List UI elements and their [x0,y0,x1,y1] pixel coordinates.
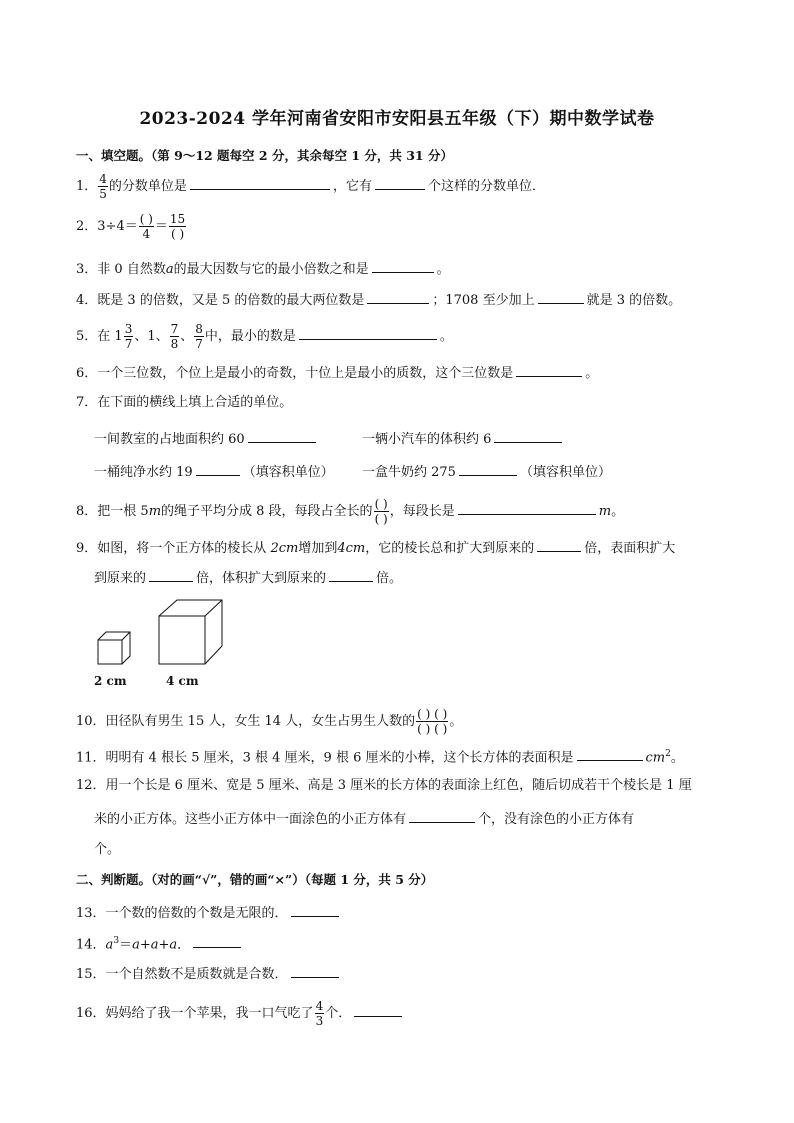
question-13 [76,902,342,923]
q14-number: 14． [76,937,106,953]
q9-blank-2[interactable] [149,567,193,582]
q4-text-a: 既是 3 的倍数，又是 5 的倍数的最大两位数是 [97,293,365,308]
q12-text-a: 用一个长是 6 厘米、宽是 5 厘米、高是 3 厘米的长方体的表面涂上红色，随后切成若干个棱长是 1 厘 [105,778,692,793]
q14-base: a [105,937,114,953]
q8-unit-m-2: m [598,504,612,519]
q1-denominator: 5 [99,187,107,201]
q11-blank[interactable] [577,746,643,761]
q12-blank-1[interactable] [409,808,475,823]
q8-text-a: 把一根 5 [97,504,149,519]
q9-text-e: 到原来的 [94,571,147,586]
q5-f3-denominator: 7 [195,337,203,351]
question-9 [76,537,675,558]
q5-text-c: 。 [439,329,453,344]
q9-text-c: ，它的棱长总和扩大到原来的 [365,541,535,556]
q9-text-d: 倍，表面积扩大 [584,541,676,556]
q14-period: ． [177,937,191,953]
question-12-line-3 [94,839,120,859]
q11-text-a: 明明有 4 根长 5 厘米，3 根 4 厘米，9 根 6 厘米的小棒，这个长方体的表面积是 [105,750,574,766]
q2-fraction-2[interactable] [169,212,186,241]
q16-number: 16． [76,1006,106,1021]
q4-blank-2[interactable] [538,289,584,304]
q9-value-1: 2cm [270,541,299,556]
q1-numerator: 4 [99,172,107,186]
q2-f2-numerator: 15 [169,212,186,226]
q7-blank-2[interactable] [494,428,562,443]
q15-number: 15． [76,967,106,982]
q10-denominator[interactable]: ( ) ( ) [417,722,448,736]
q7-blank-3[interactable] [196,461,240,476]
q14-exponent: 3 [113,936,120,946]
large-cube-label: 4 cm [166,674,199,688]
q16-text-a: 妈妈给了我一个苹果，我一口气吃了 [105,1006,314,1021]
question-4 [76,289,681,310]
q5-text-a: 在 1 [97,329,123,344]
q2-f1-numerator[interactable]: ( ) [139,212,153,226]
small-cube-label: 2 cm [94,674,127,688]
question-1 [76,172,545,201]
q11-unit: cm [645,750,666,766]
q5-fraction-2 [170,322,180,351]
q3-number: 3． [76,262,98,277]
q6-blank[interactable] [516,362,582,377]
q9-text-b: 增加到 [298,541,338,556]
q7-row-2-left [94,461,334,482]
q10-numerator[interactable]: ( ) ( ) [417,707,448,721]
question-3 [76,258,450,279]
q14-expression: a+a+a [132,937,178,953]
q2-text-a: 3÷4＝ [97,219,138,234]
question-11 [76,745,684,767]
q7-row-1-right [362,428,565,449]
q9-blank-1[interactable] [537,537,581,552]
q4-number: 4． [76,293,98,308]
q8-fraction[interactable] [374,497,389,526]
q16-fraction [315,999,325,1028]
q6-text-a: 一个三位数，个位上是最小的奇数，十位上是最小的质数，这个三位数是 [97,366,514,381]
large-cube [159,600,222,664]
q7-row-1-left [94,428,319,449]
q15-blank[interactable] [291,963,339,978]
page-title: 2023-2024 学年河南省安阳市安阳县五年级（下）期中数学试卷 [139,109,655,129]
q11-number: 11． [76,750,106,766]
q4-text-c: 就是 3 的倍数。 [586,293,682,308]
q1-text-a: 的分数单位是 [108,179,187,194]
q5-f2-numerator: 7 [170,322,179,336]
question-14 [76,932,244,954]
q5-fraction-3 [194,322,204,351]
q13-number: 13． [76,906,106,921]
section-1-head: 一、填空题。 [76,148,152,163]
q8-text-b: 的绳子平均分成 8 段，每段占全长的 [161,504,373,519]
q1-text-b: ，它有 [332,179,372,194]
q16-numerator: 4 [315,999,324,1013]
question-16 [76,999,405,1028]
q14-equals: ＝ [119,937,133,953]
q6-number: 6． [76,366,98,381]
q14-blank[interactable] [193,933,241,948]
q9-blank-3[interactable] [329,567,373,582]
question-6 [76,362,598,383]
q7-number: 7． [76,395,98,410]
q1-blank-1[interactable] [190,175,330,190]
q16-denominator: 3 [315,1014,324,1028]
q3-variable: a [165,262,174,277]
q5-number: 5． [76,329,98,344]
q7-r2a-text: 一桶纯净水约 19 [94,465,193,480]
q12-number: 12． [76,778,106,793]
q4-text-b: ；1708 至少加上 [432,293,535,308]
q10-text-a: 田径队有男生 15 人，女生 14 人，女生占男生人数的 [105,714,416,729]
q8-unit-m: m [148,504,162,519]
section-1-heading [76,146,453,164]
section-2-head: 二、判断题。 [76,872,152,887]
q5-fraction-1 [124,322,134,351]
q16-text-b: 个． [325,1006,352,1021]
q13-text-a: 一个数的倍数的个数是无限的． [105,906,288,921]
q8-text-c: ，每段长是 [389,504,455,519]
q9-number: 9． [76,541,98,556]
q8-number: 8． [76,504,98,519]
q10-text-b: 。 [449,714,463,729]
section-2-note: （对的画“√”，错的画“×”）（每题 1 分，共 5 分） [151,872,434,887]
question-5 [76,322,453,351]
question-12-line-2 [94,808,634,829]
q5-text-b: 中，最小的数是 [204,329,296,344]
q13-blank[interactable] [291,902,339,917]
q3-blank[interactable] [372,258,434,273]
q3-text-a: 非 0 自然数 [97,262,166,277]
q3-text-c: 。 [436,262,450,277]
q8-denominator[interactable]: ( ) [374,512,388,526]
section-2-heading [76,870,433,888]
q16-blank[interactable] [354,1002,402,1017]
q1-text-c: 个这样的分数单位． [427,179,545,194]
q8-text-e: 。 [611,504,625,519]
q2-equals: ＝ [154,219,168,234]
q5-f1-denominator: 7 [124,337,133,351]
q7-r2a-hint: （填容积单位） [242,465,334,480]
q9-text-f: 倍，体积扩大到原来的 [196,571,327,586]
small-cube [98,632,130,664]
question-9-line-2 [94,567,402,588]
question-15 [76,963,342,984]
question-10 [76,707,462,736]
q4-blank-1[interactable] [367,289,429,304]
q9-text-g: 倍。 [376,571,403,586]
q7-r2b-hint: （填容积单位） [519,465,611,480]
q5-f1-numerator: 3 [124,322,133,336]
q5-f2-denominator: 8 [170,337,179,351]
q7-r1b-text: 一辆小汽车的体积约 6 [362,432,492,447]
q2-f1-denominator: 4 [142,227,151,241]
q1-blank-2[interactable] [375,175,425,190]
q5-blank[interactable] [299,325,437,340]
q7-text-a: 在下面的横线上填上合适的单位。 [97,395,293,410]
q7-r1a-text: 一间教室的占地面积约 60 [94,432,245,447]
q5-separator-1: 、1、 [134,329,169,344]
question-7 [76,394,292,412]
q2-number: 2． [76,219,98,234]
q2-f2-denominator[interactable]: ( ) [170,227,185,241]
question-12 [76,777,692,795]
q5-separator-2: 、 [180,329,194,344]
q12-text-c: 个，没有涂色的小正方体有 [478,812,635,827]
q8-numerator[interactable]: ( ) [374,497,388,511]
q9-value-2: 4cm [337,541,366,556]
q5-f3-numerator: 8 [195,322,203,336]
q11-text-b: 。 [670,750,684,766]
q9-cubes-figure [92,596,232,672]
q7-blank-1[interactable] [248,428,316,443]
q6-text-b: 。 [585,366,599,381]
q12-text-d: 个。 [94,842,121,857]
q10-number: 10． [76,714,106,729]
q2-fraction-1[interactable] [139,212,154,241]
q7-blank-4[interactable] [459,461,517,476]
q1-number: 1． [76,179,98,194]
q11-superscript: 2 [665,749,671,759]
section-1-note: （第 9～12 题每空 2 分，其余每空 1 分，共 31 分） [151,148,453,163]
q9-text-a: 如图，将一个正方体的棱长从 [97,541,267,556]
q12-text-b: 米的小正方体。这些小正方体中一面涂色的小正方体有 [94,812,407,827]
q10-fraction[interactable] [416,707,448,736]
q15-text-a: 一个自然数不是质数就是合数． [105,967,288,982]
q7-r2b-text: 一盒牛奶约 275 [362,465,456,480]
question-2 [76,212,187,241]
question-8 [76,497,624,526]
q3-text-b: 的最大因数与它的最小倍数之和是 [173,262,369,277]
q1-fraction [98,172,108,201]
q8-blank[interactable] [458,500,596,515]
q7-row-2-right [362,461,611,482]
